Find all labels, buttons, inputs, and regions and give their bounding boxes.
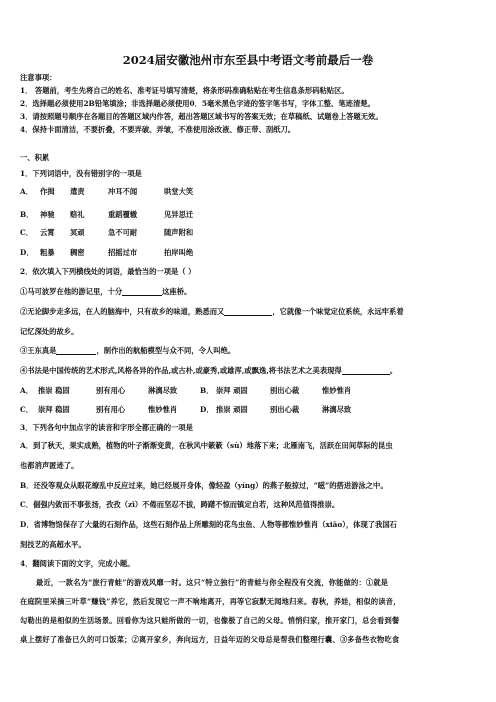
q1-a-word-3: 冲耳不闻	[108, 187, 138, 196]
q2-option-b-label: B．	[200, 386, 214, 395]
q2-option-a-w1: 推崇 稳固	[38, 386, 70, 395]
q1-c-word-1: 云霄	[40, 228, 55, 237]
q4-passage-line-4: 桌上摆好了准备已久的可口饭菜；②离开家乡，奔向远方，日益年迈的父母总是帮我们整理行囊、③多备些衣物吃食	[20, 635, 400, 644]
q2-sentence-2-cont: 记忆深处的故乡。	[20, 327, 79, 336]
q1-c-word-4: 随声附和	[164, 228, 194, 237]
q4-passage-line-1: 最近，一款名为“旅行青蛙”的游戏风靡一时。这只“特立独行”的青蛙与你全程没有交流，你能做的：①就是	[36, 578, 389, 587]
q3-option-a: A．到了秋天，果实成熟，植物的叶子渐渐变黄，在秋风中簌簌（sù）地落下来；北雁南飞，活跃在田间草际的昆虫	[20, 441, 393, 450]
q1-d-word-4: 拍岸叫绝	[164, 248, 194, 257]
answer-blank[interactable]	[122, 288, 162, 296]
q1-b-word-2: 赔礼	[70, 210, 85, 219]
answer-blank[interactable]	[342, 367, 390, 375]
q3-option-b: B．还没等观众从眼花缭乱中反应过来，她已经展开身体，像轻盈（yíng）的燕子般掠过，“嗞”的搭进游泳之中。	[20, 481, 388, 490]
answer-blank[interactable]	[56, 347, 96, 355]
q1-a-word-2: 遣责	[70, 187, 85, 196]
notice-item-4: 4．保持卡面清洁，不要折叠，不要弄破、弄皱，不准使用涂改液、修正带、刮纸刀。	[20, 125, 296, 134]
q2-sentence-1: ①马可波罗在他的游记里，十分 这座桥。	[20, 287, 192, 296]
q2-option-a-w2: 别有用心	[96, 386, 126, 395]
q1-a-word-4: 哄堂大笑	[164, 187, 194, 196]
q2-option-b-w2: 别出心裁	[270, 386, 300, 395]
q3-option-c: C．倔强内敛而不事张扬，孜孜（zī）不倦而坚忍不拔，踌躇不惊而镇定自若，这种风范值得推崇。	[20, 500, 340, 509]
q1-b-word-4: 见异思迁	[164, 210, 194, 219]
q2-option-a-label: A．	[20, 386, 33, 395]
q4-passage-line-3: 勾勒出的是相似的生活场景。回看你为这只蛙所做的一切，也像极了自己的父母。悄悄归家，推开家门，总会看到餐	[20, 616, 400, 625]
q2-option-c-label: C．	[20, 405, 34, 414]
q3-option-d-cont: 刻技艺的高超水平。	[20, 540, 86, 549]
notice-heading: 注意事项：	[20, 73, 57, 82]
q1-option-d: D．	[20, 248, 34, 257]
q2-option-d-label: D．	[200, 405, 214, 414]
q2-option-b-w1: 崇拜 顽固	[216, 386, 248, 395]
q3-stem: 3．下列各句中加点字的读音和字形全都正确的一项是	[20, 423, 193, 432]
q1-option-a: A．	[20, 187, 33, 196]
q2-option-a-w3: 淋漓尽致	[148, 386, 178, 395]
q1-b-word-1: 神驰	[40, 210, 55, 219]
notice-item-1: 1． 答题前，考生先将自己的姓名、准考证号填写清楚，将条形码准确粘贴在考生信息条形码粘贴区。	[20, 86, 349, 95]
q2-option-d-w1: 推崇 顽固	[216, 405, 248, 414]
q1-d-word-2: 稠密	[70, 248, 85, 257]
q1-option-c: C．	[20, 228, 34, 237]
q2-sentence-4: ④书法是中国传统的艺术形式,风格各异的作品,或古朴,或豪秀,或雄浑,或飘逸,将书法艺术之美表现得 。	[20, 366, 398, 375]
q3-option-a-cont: 也都消声匿迹了。	[20, 461, 79, 470]
q2-option-c-w1: 崇拜 稳固	[38, 405, 70, 414]
q1-option-b: B．	[20, 210, 34, 219]
q2-sentence-3: ③王东真是 ，制作出的航船模型与众不同，令人叫绝。	[20, 346, 236, 355]
q4-passage-line-2: 在庭院里采摘三叶草“赚钱”养它，然后发现它一声不响地离开，再等它寂默无闻地归来。春秋，养娃，相似的读音，	[20, 597, 401, 606]
q2-option-d-w2: 别出心裁	[270, 405, 300, 414]
q2-option-b-w3: 惟妙惟肖	[322, 386, 352, 395]
q1-a-word-1: 作揖	[40, 187, 55, 196]
notice-item-3: 3．请按照题号顺序在各题目的答题区域内作答，超出答题区域书写的答案无效；在草稿纸、试题卷上答题无效。	[20, 112, 383, 121]
q2-option-d-w3: 淋漓尽致	[322, 405, 352, 414]
exam-title: 2024届安徽池州市东至县中考语文考前最后一卷	[122, 53, 374, 67]
q2-option-c-w3: 惟妙惟肖	[148, 405, 178, 414]
q2-sentence-2: ②无论脚步走多远，在人的脑海中，只有故乡的味道，熟悉而又 ，它就像一个味觉定位系统，永远牢系着	[20, 307, 404, 316]
q2-stem: 2．依次填入下列横线处的词语，最恰当的一项是（ ）	[20, 267, 196, 276]
q1-stem: 1．下列词语中，没有错别字的一项是	[20, 169, 142, 178]
q1-b-word-3: 重蹈覆辙	[108, 210, 138, 219]
q2-option-c-w2: 别有用心	[96, 405, 126, 414]
notice-item-2: 2．选择题必须使用2B铅笔填涂；非选择题必须使用0．5毫米黑色字迹的签字笔书写，字体工整、笔迹清楚。	[20, 99, 375, 108]
q1-d-word-3: 招摇过市	[108, 248, 138, 257]
q1-d-word-1: 粗暴	[40, 248, 55, 257]
q4-stem: 4．翻阅读下面的文字，完成小题。	[20, 559, 135, 568]
answer-blank[interactable]	[224, 308, 272, 316]
section-heading: 一、积累	[20, 153, 50, 162]
q1-c-word-3: 急不可耐	[108, 228, 138, 237]
q1-c-word-2: 冥顽	[70, 228, 85, 237]
q3-option-d: D．省博物馆保存了大量的石刻作品，这些石刻作品上所雕刻的花鸟虫鱼、人物等都惟妙惟肖（xiāo），体现了我国石	[20, 520, 397, 529]
